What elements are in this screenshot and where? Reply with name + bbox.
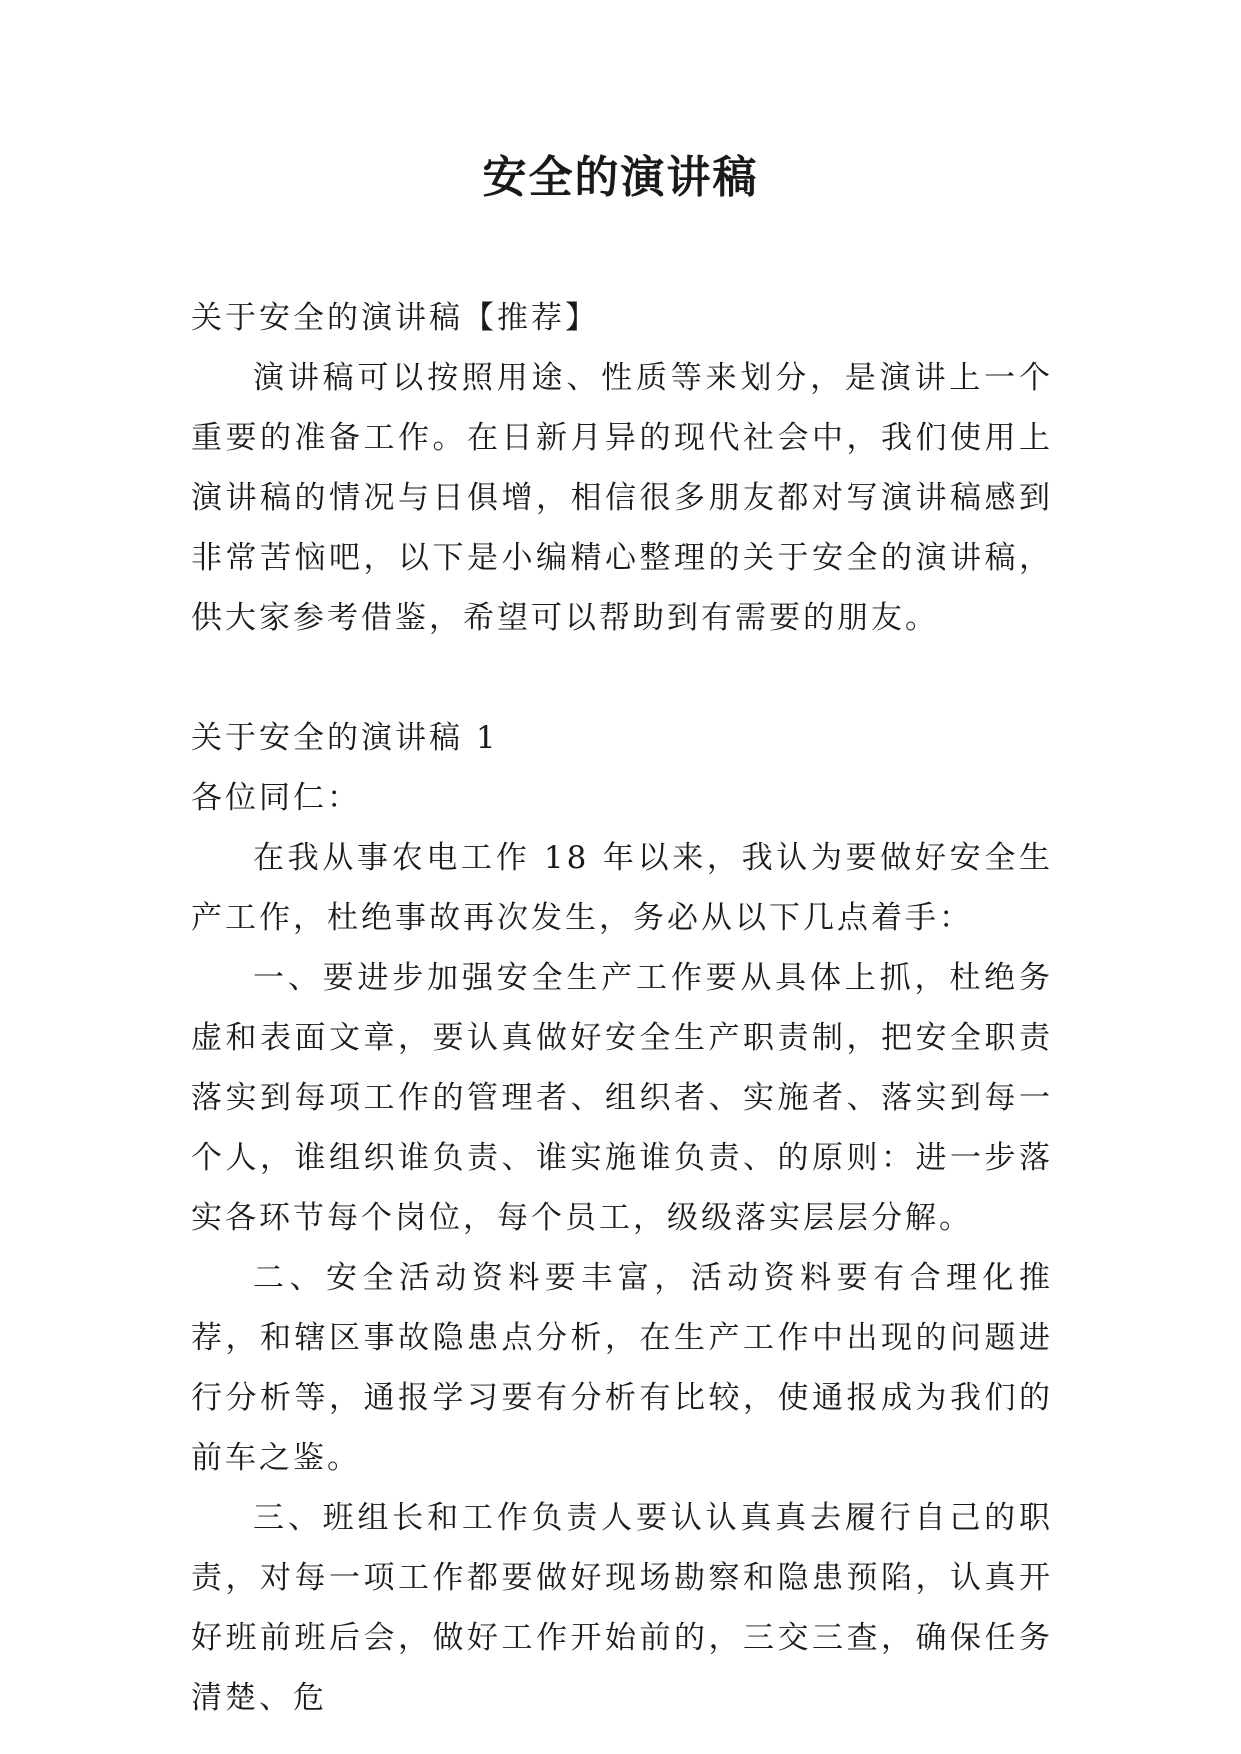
intro-paragraph: 演讲稿可以按照用途、性质等来划分，是演讲上一个重要的准备工作。在日新月异的现代社会中，我们使用上演讲稿的情况与日俱增，相信很多朋友都对写演讲稿感到非常苦恼吧，以下是小编精心整理的关于安全的演讲稿，供大家参考借鉴，希望可以帮助到有需要的朋友。 [191, 360, 1053, 636]
body-paragraph-2: 一、要进步加强安全生产工作要从具体上抓，杜绝务虚和表面文章，要认真做好安全生产职责制，把安全职责落实到每项工作的管理者、组织者、实施者、落实到每一个人，谁组织谁负责、谁实施谁负责、的原则：进一步落实各环节每个岗位，每个员工，级级落实层层分解。 [191, 960, 1053, 1236]
paragraph-spacer [191, 648, 1053, 708]
document-title: 安全的演讲稿 [482, 152, 759, 203]
section-heading-1: 关于安全的演讲稿 1 [191, 720, 499, 756]
document-body [191, 288, 1053, 1728]
body-paragraph-3: 二、安全活动资料要丰富，活动资料要有合理化推荐，和辖区事故隐患点分析，在生产工作中出现的问题进行分析等，通报学习要有分析有比较，使通报成为我们的前车之鉴。 [191, 1260, 1053, 1476]
section-heading-recommend: 关于安全的演讲稿【推荐】 [191, 300, 599, 336]
body-paragraph-1: 在我从事农电工作 18 年以来，我认为要做好安全生产工作，杜绝事故再次发生，务必从以下几点着手： [191, 840, 1053, 936]
salutation: 各位同仁： [191, 780, 361, 816]
body-paragraph-4: 三、班组长和工作负责人要认认真真去履行自己的职责，对每一项工作都要做好现场勘察和隐患预陷，认真开好班前班后会，做好工作开始前的，三交三查，确保任务清楚、危 [191, 1500, 1053, 1716]
